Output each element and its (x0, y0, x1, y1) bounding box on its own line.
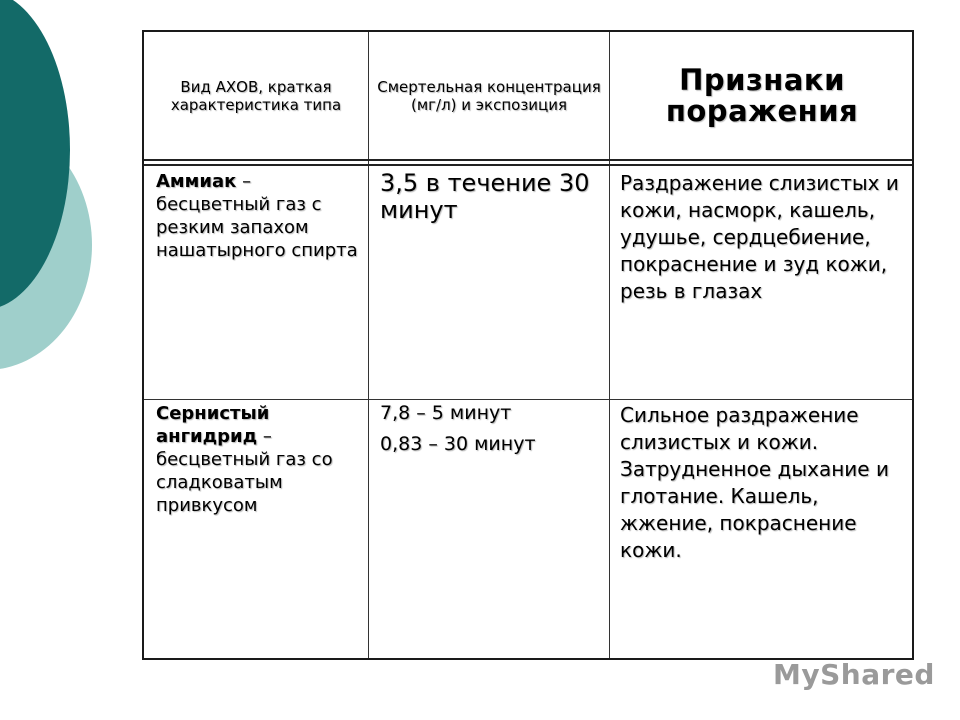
header-concentration: Смертельная концентрация (мг/л) и экспозиция (377, 77, 601, 114)
substance-name: Аммиак (156, 171, 237, 192)
header-divider (144, 159, 912, 161)
cell-ammonia-type (156, 170, 362, 262)
dose-value: 7,8 – 5 минут (380, 402, 512, 424)
substance-description: бесцветный газ со сладковатым привкусом (156, 449, 333, 516)
logo-text: MyShared (773, 657, 935, 691)
cell-sulfur-type (156, 402, 362, 517)
header-symptoms: Признаки поражения (665, 62, 859, 128)
substance-description: бесцветный газ с резким запахом нашатырного спирта (156, 194, 358, 261)
cell-sulfur-concentration (380, 402, 605, 464)
name-separator: – (257, 426, 272, 447)
row-divider (144, 399, 912, 400)
myshared-logo (767, 655, 935, 693)
cell-sulfur-symptoms: Сильное раздражение слизистых и кожи. Затрудненное дыхание и глотание. Кашель, жжение, покраснение кожи. (620, 403, 889, 562)
cell-ammonia-symptoms: Раздражение слизистых и кожи, насморк, кашель, удушье, сердцебиение, покраснение и зуд кожи, резь в глазах (620, 171, 899, 303)
dose-value: 3,5 в течение 30 минут (380, 169, 590, 224)
cell-ammonia-concentration (380, 170, 605, 224)
header-type: Вид АХОВ, краткая характеристика типа (170, 77, 342, 114)
ahov-table (142, 30, 914, 660)
substance-name: Сернистый ангидрид (156, 403, 270, 447)
name-separator: – (236, 171, 252, 192)
header-divider (144, 164, 912, 166)
dose-value: 0,83 – 30 минут (380, 433, 536, 455)
